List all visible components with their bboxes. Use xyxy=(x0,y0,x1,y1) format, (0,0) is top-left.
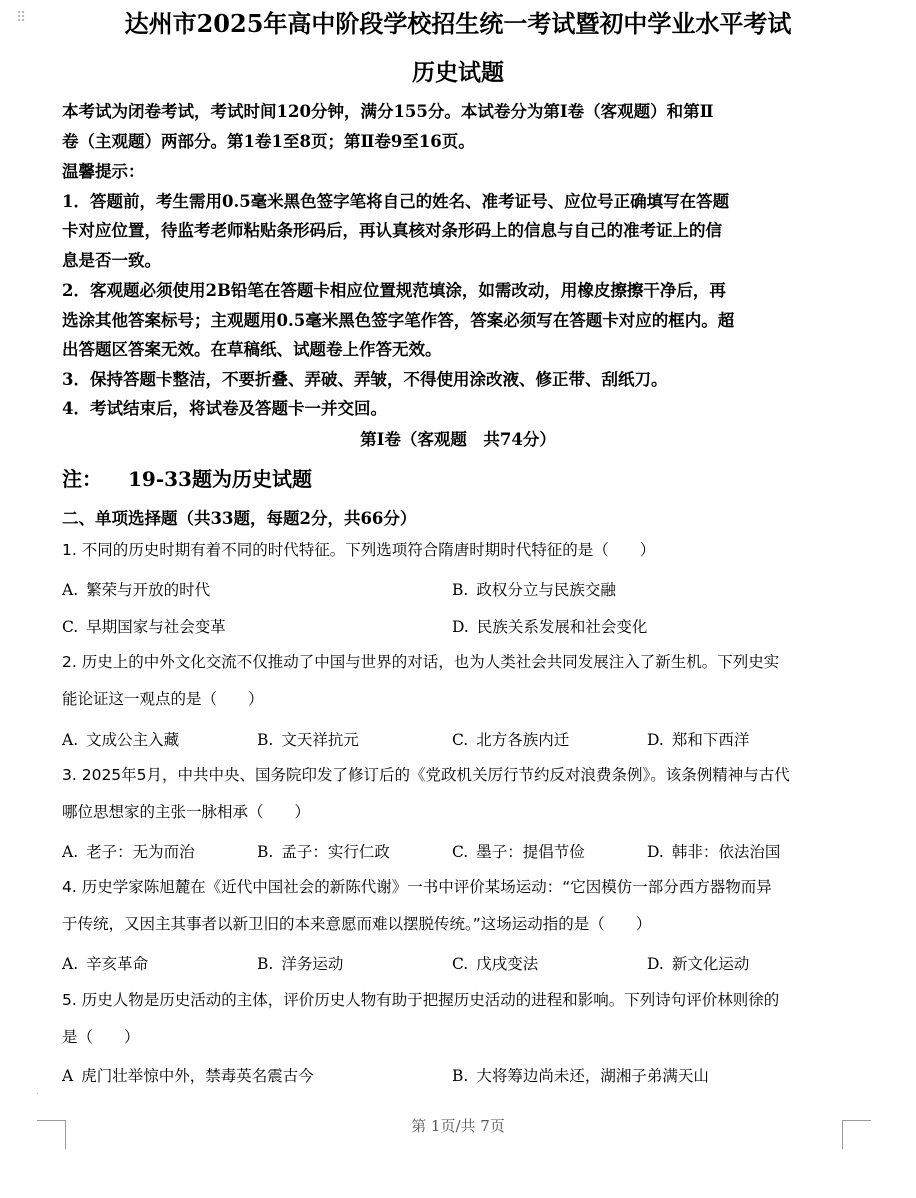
option-d[interactable]: D. 韩非：依法治国 xyxy=(647,843,781,861)
note xyxy=(62,463,312,495)
option-d[interactable]: D. 民族关系发展和社会变化 xyxy=(452,618,648,636)
exam-title: 达州市2025年高中阶段学校招生统一考试暨初中学业水平考试 xyxy=(124,9,792,38)
question-stem-line: 4. 历史学家陈旭麓在《近代中国社会的新陈代谢》一书中评价某场运动：“它因模仿一部分西方器物而异 xyxy=(62,878,772,896)
question-stem-line: 是（ ） xyxy=(62,1028,140,1046)
question-stem-line: 5. 历史人物是历史活动的主体，评价历史人物有助于把握历史活动的进程和影响。下列诗句评价林则徐的 xyxy=(62,991,780,1009)
option-a[interactable]: A 虎门壮举惊中外，禁毒英名震古今 xyxy=(62,1067,314,1085)
tip-line: 出答题区答案无效。在草稿纸、试题卷上作答无效。 xyxy=(62,340,442,359)
option-a[interactable]: A. 繁荣与开放的时代 xyxy=(62,581,211,599)
question-stem xyxy=(62,982,852,1056)
option-c[interactable]: C. 戊戌变法 xyxy=(452,955,539,973)
tip-line: 息是否一致。 xyxy=(62,251,161,270)
question-group-title: 二、单项选择题（共33题，每题2分，共66分） xyxy=(62,509,417,528)
page-edge-mark xyxy=(37,1093,38,1094)
section-title: 第Ⅰ卷（客观题 共74分） xyxy=(360,430,556,449)
tips-label: 温馨提示： xyxy=(62,162,145,181)
option-d[interactable]: D. 郑和下西洋 xyxy=(647,731,750,749)
option-d[interactable]: D. 新文化运动 xyxy=(647,955,750,973)
tip-line: 2．客观题必须使用2B铅笔在答题卡相应位置规范填涂，如需改动，用橡皮擦擦干净后，再 xyxy=(62,281,726,300)
question-stem xyxy=(62,869,852,943)
question-stem-line: 能论证这一观点的是（ ） xyxy=(62,690,264,708)
intro-line: 本考试为闭卷考试，考试时间120分钟，满分155分。本试卷分为第Ⅰ卷（客观题）和第Ⅱ xyxy=(62,102,714,121)
option-c[interactable]: C. 北方各族内迁 xyxy=(452,731,570,749)
drag-handle-icon[interactable]: ⠿ xyxy=(16,10,28,26)
question-stem xyxy=(62,644,852,718)
option-a[interactable]: A. 辛亥革命 xyxy=(62,955,149,973)
tip-line: 4．考试结束后，将试卷及答题卡一并交回。 xyxy=(62,399,387,418)
option-a[interactable]: A. 老子：无为而治 xyxy=(62,843,195,861)
note-label: 注： xyxy=(62,467,102,491)
option-b[interactable]: B. 孟子：实行仁政 xyxy=(257,843,390,861)
tip-line: 卡对应位置，待监考老师粘贴条形码后，再认真核对条形码上的信息与自己的准考证上的信 xyxy=(62,221,722,240)
exam-subtitle: 历史试题 xyxy=(412,59,504,86)
question-stem-line: 3. 2025年5月，中共中央、国务院印发了修订后的《党政机关厉行节约反对浪费条例》。该条例精神与古代 xyxy=(62,766,790,784)
option-c[interactable]: C. 早期国家与社会变革 xyxy=(62,618,226,636)
tip-line: 选涂其他答案标号；主观题用0.5毫米黑色签字笔作答，答案必须写在答题卡对应的框内。超 xyxy=(62,311,735,330)
page-number: 第 1页/共 7页 xyxy=(411,1117,505,1135)
intro-line: 卷（主观题）两部分。第1卷1至8页；第Ⅱ卷9至16页。 xyxy=(62,132,475,151)
option-b[interactable]: B. 文天祥抗元 xyxy=(257,731,359,749)
note-text: 19-33题为历史试题 xyxy=(128,467,312,491)
option-b[interactable]: B. 洋务运动 xyxy=(257,955,344,973)
question-stem: 1. 不同的历史时期有着不同的时代特征。下列选项符合隋唐时期时代特征的是（ ） xyxy=(62,541,656,559)
question-stem xyxy=(62,757,852,831)
option-a[interactable]: A. 文成公主入藏 xyxy=(62,731,180,749)
option-c[interactable]: C. 墨子：提倡节俭 xyxy=(452,843,585,861)
question-stem-line: 哪位思想家的主张一脉相承（ ） xyxy=(62,803,311,821)
question-stem-line: 于传统，又因主其事者以新卫旧的本来意愿而难以摆脱传统。”这场运动指的是（ ） xyxy=(62,915,652,933)
tip-line: 1．答题前，考生需用0.5毫米黑色签字笔将自己的姓名、准考证号、应位号正确填写在答题 xyxy=(62,192,730,211)
tip-line: 3．保持答题卡整洁，不要折叠、弄破、弄皱，不得使用涂改液、修正带、刮纸刀。 xyxy=(62,370,668,389)
option-b[interactable]: B. 大将筹边尚未还，湖湘子弟满天山 xyxy=(452,1067,709,1085)
question-stem-line: 2. 历史上的中外文化交流不仅推动了中国与世界的对话，也为人类社会共同发展注入了新生机。下列史实 xyxy=(62,653,780,671)
option-b[interactable]: B. 政权分立与民族交融 xyxy=(452,581,616,599)
